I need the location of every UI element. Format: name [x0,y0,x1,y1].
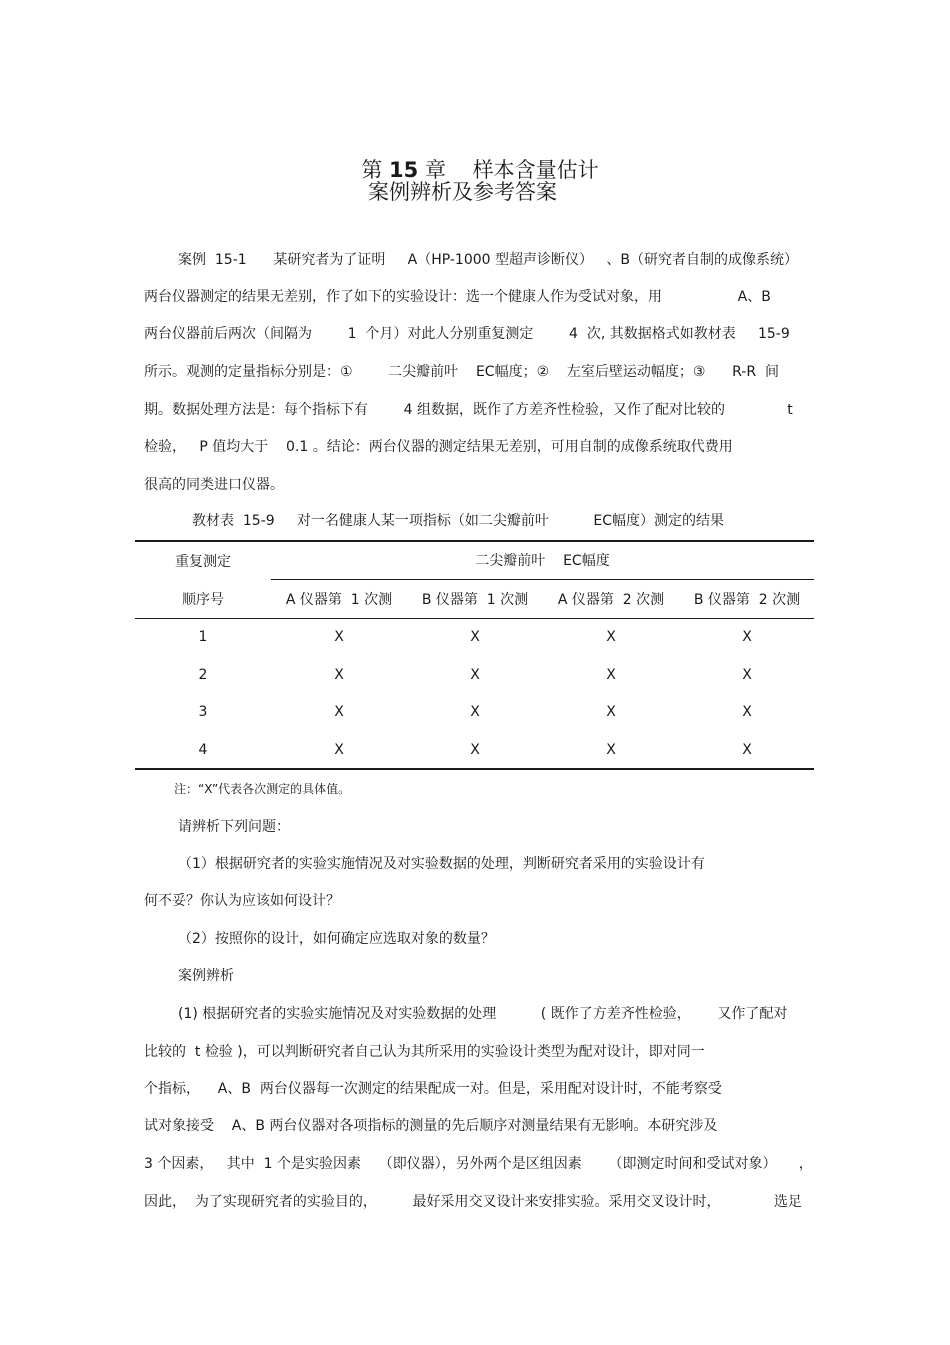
table-cell: X [334,742,344,758]
analysis-line-4: 试对象接受 A、B 两台仪器对各项指标的测量的先后顺序对测量结果有无影响。本研究涉及 [144,1118,718,1134]
chapter-name: 样本含量估计 [472,158,599,182]
table-cell: X [606,742,616,758]
case-line-5: 期。数据处理方法是：每个指标下有 4 组数据，既作了方差齐性检验，又作了配对比较的 t [144,402,793,418]
table-top-rule [135,540,814,542]
row-header-line2: 顺序号 [182,592,224,608]
table-cell: X [470,742,480,758]
chapter-number: 15 [389,158,419,182]
column-header: A 仪器第 2 次测 [557,592,665,608]
analysis-line-6: 因此， 为了实现研究者的实验目的， 最好采用交叉设计来安排实验。采用交叉设计时， 选足 [144,1194,802,1210]
question-1-line-2: 何不妥？你认为应该如何设计？ [144,893,340,909]
case-line-4: 所示。观测的定量指标分别是：① 二尖瓣前叶 EC幅度；② 左室后壁运动幅度；③ R-R 间 [144,364,780,380]
table-cell: X [742,667,752,683]
table-cell: X [606,629,616,645]
chapter-prefix: 第 [361,158,383,182]
chapter-suffix: 章 [424,158,446,182]
chapter-title [348,128,599,184]
column-header: A 仪器第 1 次测 [285,592,393,608]
row-id: 3 [198,704,208,720]
row-id: 4 [198,742,208,758]
case-line-6: 检验， P 值均大于 0.1 。结论：两台仪器的测定结果无差别，可用自制的成像系统取代费用 [144,439,733,455]
table-cell: X [470,704,480,720]
analysis-line-5: 3 个因素， 其中 1 个是实验因素 （即仪器），另外两个是区组因素 （即测定时间和受试对象） ， [144,1156,813,1172]
case-line-2: 两台仪器测定的结果无差别，作了如下的实验设计：选一个健康人作为受试对象，用 A、B [144,289,771,305]
table-cell: X [606,704,616,720]
table-cell: X [742,742,752,758]
case-line-7: 很高的同类进口仪器。 [144,477,284,493]
case-line-3: 两台仪器前后两次（间隔为 1 个月）对此人分别重复测定 4 次, 其数据格式如教材表 15-9 [144,326,790,342]
table-cell: X [742,629,752,645]
table-cell: X [470,667,480,683]
table-cell: X [742,704,752,720]
table-note: 注：“X”代表各次测定的具体值。 [174,782,351,796]
question-1-line-1: （1）根据研究者的实验实施情况及对实验数据的处理，判断研究者采用的实验设计有 [178,856,705,872]
table-cell: X [470,629,480,645]
table-caption: 教材表 15-9 对一名健康人某一项指标（如二尖瓣前叶 EC幅度）测定的结果 [192,513,725,529]
row-header-line1: 重复测定 [175,554,231,570]
question-2: （2）按照你的设计，如何确定应选取对象的数量？ [178,931,495,947]
row-id: 1 [198,629,208,645]
column-header: B 仪器第 2 次测 [693,592,801,608]
questions-intro: 请辨析下列问题： [178,819,290,835]
table-group-rule [271,579,814,580]
analysis-line-1: (1) 根据研究者的实验实施情况及对实验数据的处理 ( 既作了方差齐性检验， 又作了配对 [178,1006,788,1022]
analysis-line-3: 个指标， A、B 两台仪器每一次测定的结果配成一对。但是，采用配对设计时，不能考察受 [144,1081,722,1097]
row-id: 2 [198,667,208,683]
analysis-heading: 案例辨析 [178,968,234,984]
table-cell: X [334,667,344,683]
column-header: B 仪器第 1 次测 [421,592,529,608]
table-cell: X [334,629,344,645]
table-bottom-rule [135,768,814,770]
group-header: 二尖瓣前叶 EC幅度 [475,553,610,569]
subtitle: 案例辨析及参考答案 [368,180,557,204]
case-line-1: 案例 15-1 某研究者为了证明 A（HP-1000 型超声诊断仪） 、B（研究者自制的成像系统） [178,252,798,268]
table-cell: X [334,704,344,720]
analysis-line-2: 比较的 t 检验 )，可以判断研究者自己认为其所采用的实验设计类型为配对设计，即对同一 [144,1044,705,1060]
table-cell: X [606,667,616,683]
table-header-rule [135,618,814,619]
